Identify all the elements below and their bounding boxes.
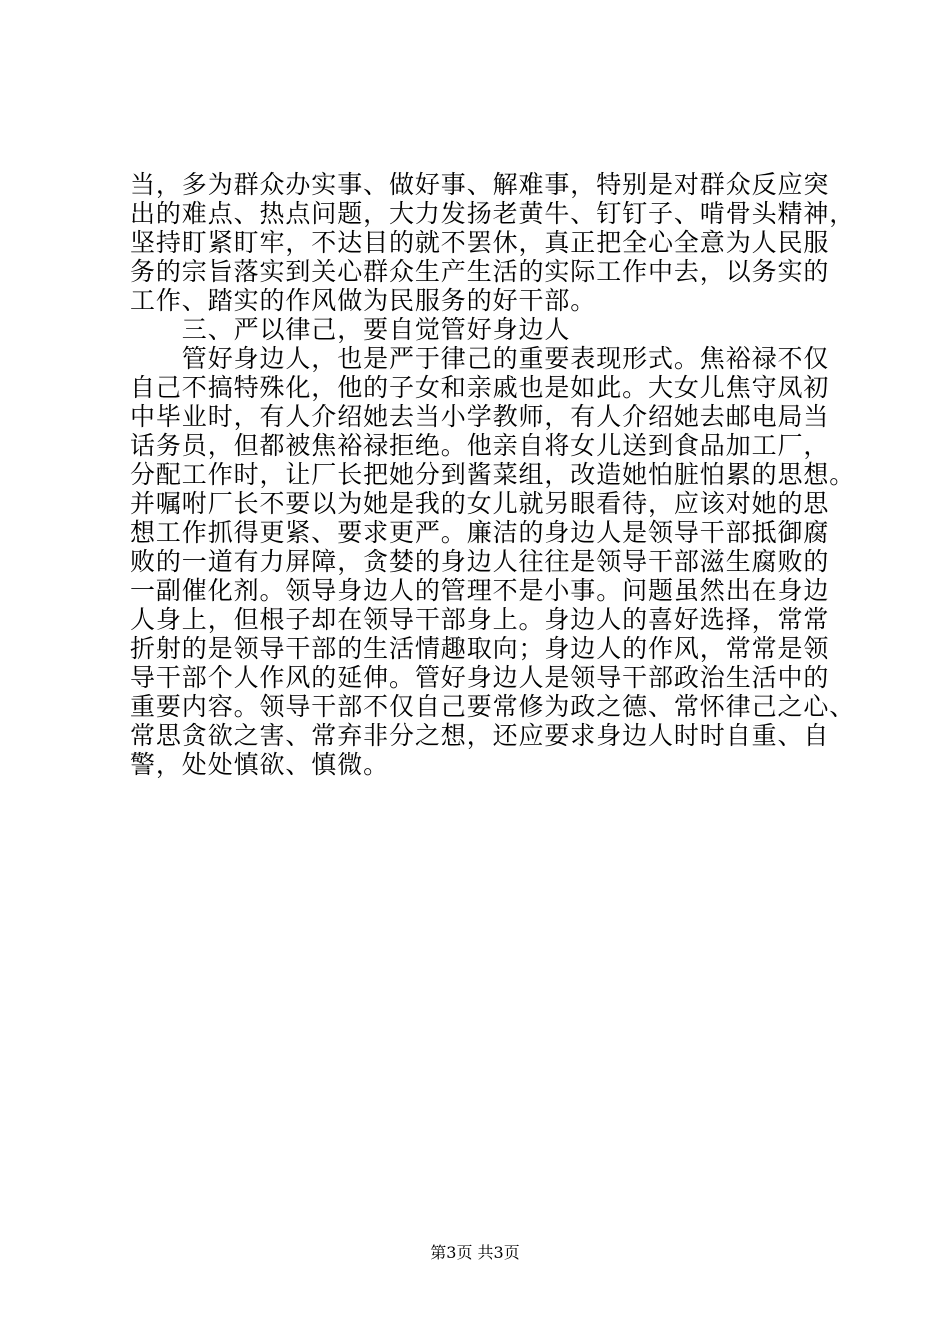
- page-number-footer: 第3页 共3页: [430, 1243, 520, 1262]
- text-line: 人身上，但根子却在领导干部身上。身边人的喜好选择，常常: [130, 605, 830, 634]
- text-line: 自己不搞特殊化，他的子女和亲戚也是如此。大女儿焦守凤初: [130, 373, 830, 402]
- text-line: 败的一道有力屏障，贪婪的身边人往往是领导干部滋生腐败的: [130, 547, 830, 576]
- text-line: 折射的是领导干部的生活情趣取向；身边人的作风，常常是领: [130, 634, 830, 663]
- text-line: 想工作抓得更紧、要求更严。廉洁的身边人是领导干部抵御腐: [130, 518, 830, 547]
- text-line: 分配工作时，让厂长把她分到酱菜组，改造她怕脏怕累的思想。: [130, 460, 856, 489]
- document-body: [130, 170, 856, 779]
- section-heading: 三、严以律己，要自觉管好身边人: [130, 315, 571, 344]
- text-line: 导干部个人作风的延伸。管好身边人是领导干部政治生活中的: [130, 663, 830, 692]
- text-line: 并嘱咐厂长不要以为她是我的女儿就另眼看待，应该对她的思: [130, 489, 830, 518]
- text-line: 警，处处慎欲、慎微。: [130, 750, 390, 779]
- text-line: 工作、踏实的作风做为民服务的好干部。: [130, 286, 597, 315]
- text-line: 重要内容。领导干部不仅自己要常修为政之德、常怀律己之心、: [130, 692, 856, 721]
- text-line: 话务员，但都被焦裕禄拒绝。他亲自将女儿送到食品加工厂，: [130, 431, 830, 460]
- text-line: 出的难点、热点问题，大力发扬老黄牛、钉钉子、啃骨头精神，: [130, 199, 856, 228]
- text-line: 务的宗旨落实到关心群众生产生活的实际工作中去，以务实的: [130, 257, 830, 286]
- text-line: 坚持盯紧盯牢，不达目的就不罢休，真正把全心全意为人民服: [130, 228, 830, 257]
- text-line: 当，多为群众办实事、做好事、解难事，特别是对群众反应突: [130, 170, 830, 199]
- text-line: 管好身边人，也是严于律己的重要表现形式。焦裕禄不仅: [130, 344, 830, 373]
- text-line: 中毕业时，有人介绍她去当小学教师，有人介绍她去邮电局当: [130, 402, 830, 431]
- text-line: 常思贪欲之害、常弃非分之想，还应要求身边人时时自重、自: [130, 721, 830, 750]
- text-line: 一副催化剂。领导身边人的管理不是小事。问题虽然出在身边: [130, 576, 830, 605]
